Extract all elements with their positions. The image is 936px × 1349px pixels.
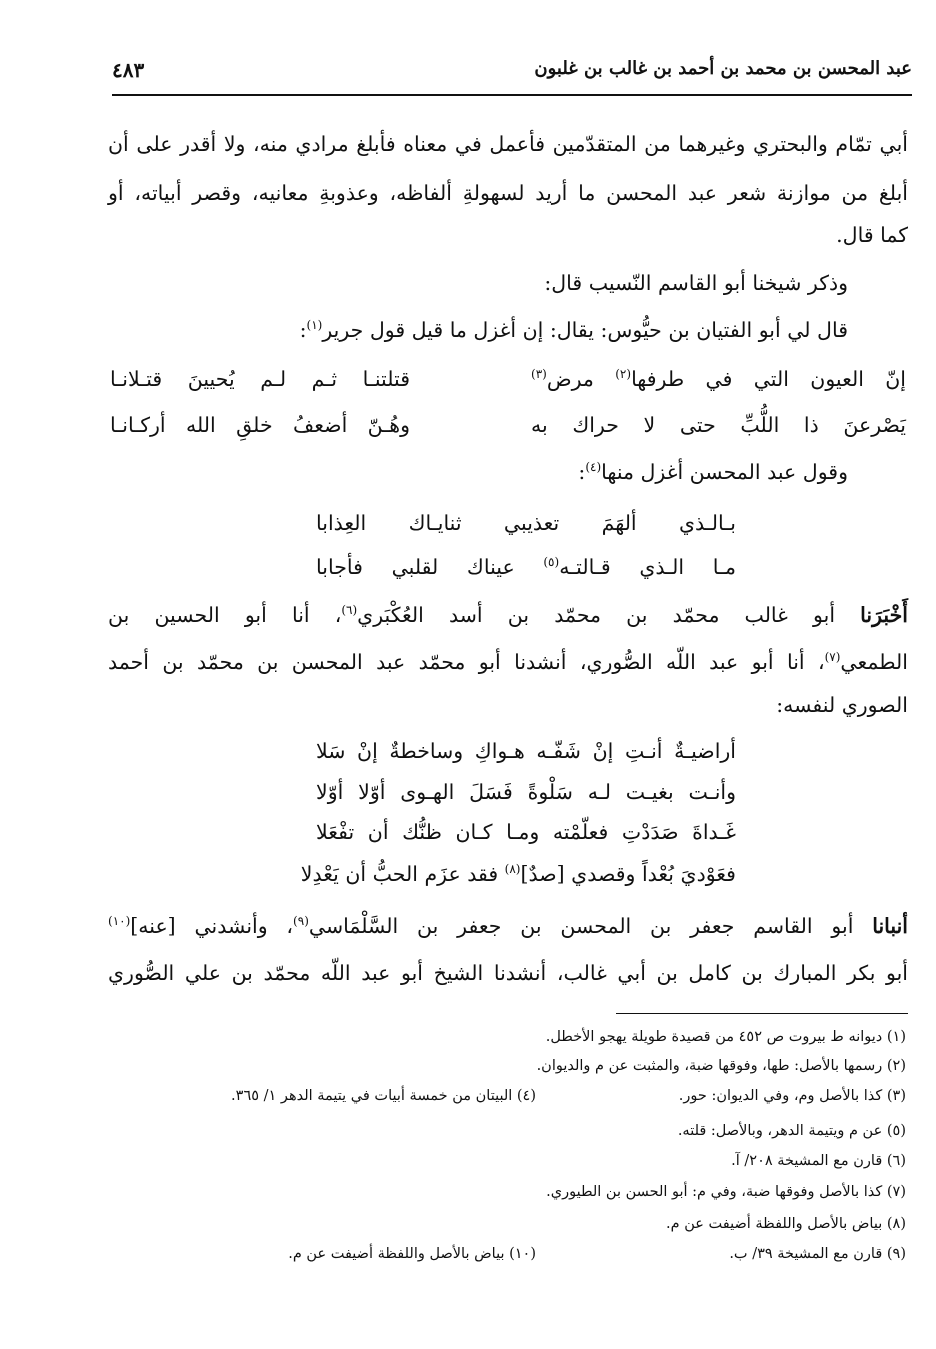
body-line-6 bbox=[578, 455, 848, 489]
footnote-3: (٣) كذا بالأصل وم، وفي الديوان: حور. bbox=[678, 1088, 906, 1104]
footnote-8: (٨) بياض بالأصل واللفظة أضيفت عن م. bbox=[666, 1216, 906, 1232]
verse-5: أراضيـةٌ أنـتِ إنْ شَفّـه هـواكِ وساخطةٌ إنْ سَلا bbox=[316, 739, 736, 763]
footnote-ref-4: (٤) bbox=[585, 460, 602, 475]
text-run: أبو القاسم جعفر بن المحسن بن جعفر بن السَّلْمَاسي bbox=[308, 914, 873, 938]
text-run: وقول عبد المحسن أغزل منها bbox=[601, 460, 848, 484]
footnote-9: (٩) قارن مع المشيخة ٣٩/ ب. bbox=[729, 1246, 906, 1262]
text-run: ، أنا أبو الحسين بن bbox=[108, 603, 342, 627]
body-line-2: أبلغ من موازنة شعر عبد المحسن ما أريد لسهولةِ ألفاظه، وعذوبةِ معانيه، وقصر أبياته، أو bbox=[108, 181, 908, 205]
running-header bbox=[112, 52, 912, 92]
text-run: فعَوْديَ بُعْداً وقصدي [صدٌ] bbox=[520, 862, 736, 886]
verse-1-first-hemistich bbox=[531, 362, 906, 396]
text-run: ، وأنشدني [عنه] bbox=[130, 914, 294, 938]
footnote-ref-2: (٢) bbox=[615, 367, 632, 382]
footnote-ref-6: (٦) bbox=[341, 603, 358, 618]
footnote-ref-3: (٣) bbox=[531, 367, 547, 382]
footnote-ref-9: (٩) bbox=[293, 914, 309, 929]
body-line-11: أبو بكر المبارك بن كامل بن أبي غالب، أنشدنا الشيخ أبو عبد اللّه محمّد بن علي الصُّوري bbox=[108, 961, 908, 985]
text-run: ، أنا أبو عبد اللّه الصُّوري، أنشدنا أبو محمّد عبد المحسن بن محمّد بن أحمد bbox=[108, 650, 825, 674]
verse-4 bbox=[316, 550, 736, 584]
verse-2-second-hemistich: وهُـنّ أضعفُ خلقِ الله أركـانـا bbox=[110, 413, 410, 437]
verse-8 bbox=[300, 857, 736, 891]
body-line-4: وذكر شيخنا أبو القاسم النّسيب قال: bbox=[544, 271, 848, 295]
verse-7: غَـداةَ صَدَدْتِ فعلّمْته ومـا كـان ظنُّك أن تفْعَلا bbox=[316, 820, 736, 844]
header-divider bbox=[112, 94, 912, 96]
page-number: ٤٨٣ bbox=[112, 58, 145, 82]
body-line-3: كما قال. bbox=[836, 223, 908, 247]
footnote-ref-7: (٧) bbox=[824, 650, 841, 665]
running-title: عبد المحسن بن محمد بن أحمد بن غالب بن غلبون bbox=[534, 58, 912, 79]
footnote-6: (٦) قارن مع المشيخة ٢٠٨/ آ. bbox=[731, 1153, 906, 1169]
body-line-8 bbox=[108, 645, 908, 679]
text-run: مرض bbox=[546, 367, 616, 391]
text-run: الطمعي bbox=[840, 650, 908, 674]
body-line-1: أبي تمّام والبحتري وغيرهما من المتقدّمين فأعمل في معناه فأبلغ مرادي منه، ولا أقدر على أن bbox=[108, 132, 908, 156]
footnote-10: (١٠) بياض بالأصل واللفظة أضيفت عن م. bbox=[288, 1246, 536, 1262]
body-line-10 bbox=[108, 909, 908, 943]
footnote-7: (٧) كذا بالأصل وفوقها ضبة، وفي م: أبو الحسن بن الطيوري. bbox=[546, 1184, 906, 1200]
anbana-keyword: أنبانا bbox=[872, 914, 908, 938]
footnote-5: (٥) عن م ويتيمة الدهر، وبالأصل: قلته. bbox=[677, 1123, 906, 1139]
text-run: فقد عزَم الحبُّ أن يَعْدِلا bbox=[300, 862, 505, 886]
text-run: مـا الـذي قـالتـه bbox=[559, 555, 736, 579]
text-run: : bbox=[578, 460, 586, 484]
verse-3: بـالـذي ألهَمَ تعذيبي ثنايـاك العِذابا bbox=[316, 511, 736, 535]
text-run: : bbox=[299, 318, 307, 342]
footnote-ref-5: (٥) bbox=[543, 555, 560, 570]
verse-6: وأنـت بغيـت لـه سَلْوةً فَسَلَ الهـوى أوّلا أوّلا bbox=[316, 780, 736, 804]
verse-1-second-hemistich: قتلتنـا ثـم لـم يُحيينَ قتـلانـا bbox=[110, 367, 410, 391]
text-run: أبو غالب محمّد بن محمّد بن أسد العُكْبَري bbox=[357, 603, 861, 627]
footnote-2: (٢) رسمها بالأصل: طها، وفوقها ضبة، والمثبت عن م والديوان. bbox=[536, 1058, 906, 1074]
footnote-1: (١) ديوانه ط بيروت ص ٤٥٢ من قصيدة طويلة يهجو الأخطل. bbox=[545, 1029, 906, 1045]
text-run: عيناك لقلبي فأجابا bbox=[316, 555, 544, 579]
body-line-5 bbox=[300, 313, 848, 347]
footnote-ref-10: (١٠) bbox=[108, 914, 131, 929]
footnote-ref-8: (٨) bbox=[504, 862, 521, 877]
footnote-divider bbox=[616, 1013, 908, 1014]
footnote-ref-1: (١) bbox=[306, 318, 323, 333]
text-run: قال لي أبو الفتيان بن حيُّوس: يقال: إن أغزل ما قيل قول جرير bbox=[322, 318, 848, 342]
body-line-9: الصوري لنفسه: bbox=[776, 693, 908, 717]
body-line-7 bbox=[108, 598, 908, 632]
text-run: إنّ العيون التي في طرفها bbox=[631, 367, 907, 391]
verse-2-first-hemistich: يَصْرعنَ ذا اللُّبِّ حتى لا حراك به bbox=[531, 413, 906, 437]
akhbarana-keyword: أَخْبَرَنا bbox=[860, 603, 908, 627]
footnote-4: (٤) البيتان من خمسة أبيات في يتيمة الدهر ١/ ٣٦٥. bbox=[231, 1088, 536, 1104]
